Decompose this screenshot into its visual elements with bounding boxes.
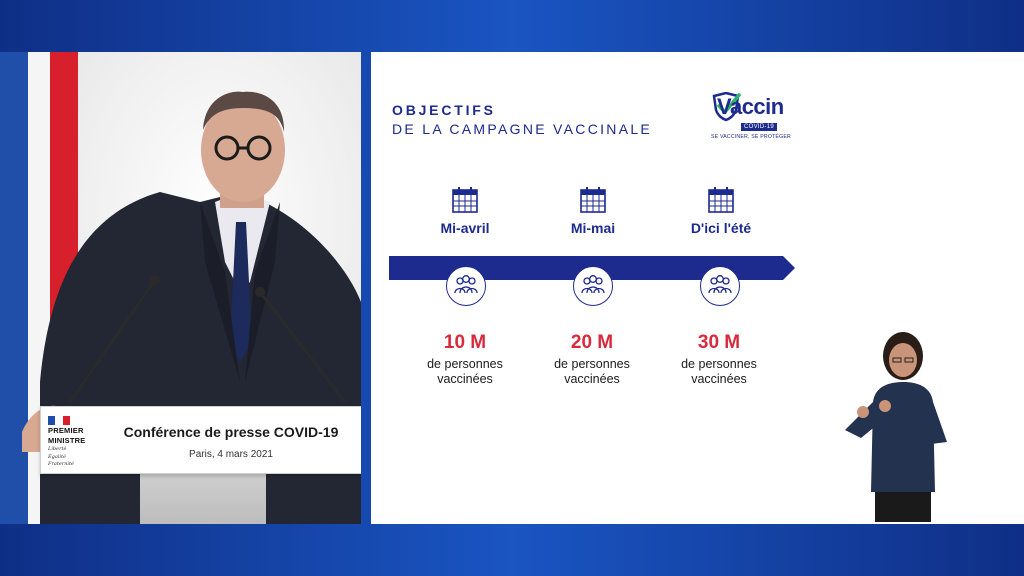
logo-title-line1: PREMIER [48,426,84,435]
slide-subtitle: DE LA CAMPAGNE VACCINALE [392,121,653,137]
stat-2 [532,332,652,387]
stat-1 [405,332,525,387]
vaccin-word: Vaccin [717,94,784,119]
calendar-icon [579,186,607,214]
milestone-2 [533,186,653,236]
podium-stand [140,472,266,524]
stat-desc-line2: vaccinées [437,372,493,386]
vaccin-tagline: SE VACCINER, SE PROTÉGER [711,134,791,140]
milestone-3 [661,186,781,236]
stat-desc-line2: vaccinées [564,372,620,386]
vaccin-logo [711,92,801,144]
people-group-icon [700,266,740,306]
marianne-flag-icon [48,416,70,425]
podium-sign [40,406,361,474]
logo-motto-line1: Liberté [48,446,67,452]
calendar-icon [451,186,479,214]
video-feed [0,52,361,524]
logo-title-line2: MINISTRE [48,436,86,445]
presentation-slide [371,52,1024,524]
stat-value: 20 M [570,332,614,353]
stat-desc-line2: vaccinées [691,372,747,386]
people-group-icon [446,266,486,306]
stat-value: 30 M [697,332,741,353]
milestone-1 [405,186,525,236]
people-group-icon [573,266,613,306]
milestone-label: D'ici l'été [690,220,752,236]
logo-motto-line3: Fraternité [48,461,74,467]
slide-title: OBJECTIFS [392,102,496,118]
covid-badge: COVID-19 [741,123,777,131]
stat-3 [659,332,779,387]
podium-title: Conférence de presse COVID-19 [123,424,339,440]
milestone-label: Mi-avril [440,220,490,236]
stat-value: 10 M [443,332,487,353]
calendar-icon [707,186,735,214]
sign-language-interpreter [823,302,983,522]
stat-desc-line1: de personnes [427,357,503,371]
milestone-label: Mi-mai [570,220,616,236]
stat-desc-line1: de personnes [681,357,757,371]
premier-ministre-logo [48,416,100,468]
logo-motto-line2: Égalité [48,453,66,460]
stat-desc-line1: de personnes [554,357,630,371]
podium-subtitle: Paris, 4 mars 2021 [189,449,273,460]
